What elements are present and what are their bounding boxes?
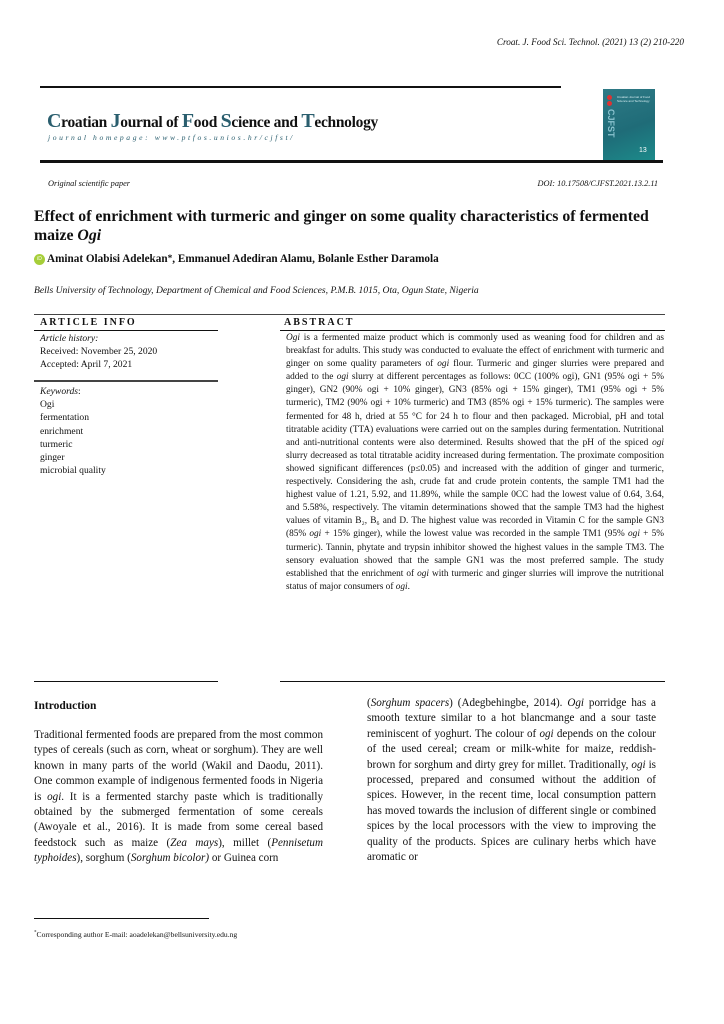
footnote-text: Corresponding author E-mail: aoadelekan@bellsuniversity.edu.ng (36, 930, 238, 939)
article-title: Effect of enrichment with turmeric and ginger on some quality characteristics of fermented maize Ogi (34, 208, 649, 244)
journal-cover-image (603, 89, 655, 160)
article-info-heading: ARTICLE INFO (40, 317, 137, 328)
italic-text-segment: ogi (336, 372, 349, 383)
italic-text-segment: Sorghum spacers (370, 697, 450, 709)
abstract-rule (280, 681, 665, 682)
journal-title-part: Science and (220, 110, 302, 132)
italic-text-segment: ogi (652, 437, 664, 448)
journal-title-part: Croatian (47, 110, 111, 132)
text-segment: slurry at different percentages as follows: 0CC (100% ogi), GN1 (95% ogi + 5% ginger), GN2 (90% ogi + 10% ginger), GN3 (85% ogi + 15% ginger), TM1 (95% ogi + 5% turmeric), TM2 (90% ogi + 10% turmeric) and TM3 (85% ogi + 15% turmeric). The samples were fermented for 48 h, dried at 55 °C for 24 h to flour and then packaged. Microbial, pH and total titratable acidity (TTA) evaluations were carried out on the samples during fermentation. Nutritional and anti-nutritional contents were also determined. Results showed that the pH of the spiced (286, 372, 665, 448)
italic-text-segment: ogi (47, 790, 62, 803)
abstract-text (286, 332, 664, 594)
footnote (34, 930, 237, 939)
footnote-rule (34, 918, 209, 919)
cover-dot-icon (607, 95, 612, 100)
article-history-label: Article history: (40, 333, 99, 344)
corresponding-mark: * (167, 254, 173, 264)
text-segment: is processed, prepared and consumed without the addition of spices. However, in the recent time, local consumption pattern has moved towards the inclusion of different single or combined spices by the local processors with the view to improving the quality of the products. Spices are culinary herbs which have aromatic or (367, 758, 656, 864)
italic-text-segment: ogi (628, 529, 640, 540)
italic-text-segment: ogi (437, 359, 450, 370)
text-segment: Traditional fermented foods are prepared from the most common types of cereals (such as corn, wheat or sorghum). They are well known in many parts of the world (Wakil and Daodu, 2011). One common example of indigenous fermented foods in Nigeria is (34, 729, 323, 803)
running-head-citation: Croat. J. Food Sci. Technol. (2021) 13 (2) 210-220 (496, 37, 684, 47)
affiliation: Bells University of Technology, Department of Chemical and Food Sciences, P.M.B. 1015, Ota, Ogun State, Nigeria (34, 285, 479, 296)
cover-title: Croatian Journal of Food Science and Technology (617, 95, 651, 103)
orcid-icon[interactable]: iD (34, 254, 45, 265)
section-rule (34, 314, 665, 315)
text-segment: . (407, 581, 410, 592)
keyword-item: turmeric (40, 438, 73, 450)
keywords-colon: : (78, 386, 81, 397)
text-segment: ), sorghum ( (76, 852, 131, 865)
text-segment: flour. Turmeric and ginger slurries were prepared and added to the (286, 359, 664, 383)
header-rule-bottom (40, 160, 663, 163)
journal-title-part: Technology (301, 110, 378, 132)
italic-text-segment: Sorghum bicolor) (130, 852, 210, 865)
introduction-heading: Introduction (34, 700, 97, 712)
footnote-mark: * (34, 930, 37, 936)
author-name: Aminat Olabisi Adelekan (47, 253, 168, 265)
text-segment: ( (367, 697, 371, 709)
article-history (40, 332, 157, 372)
cover-dot-icon (607, 101, 612, 106)
keyword-item: enrichment (40, 425, 84, 437)
text-segment: ), millet ( (218, 836, 272, 849)
doi-link[interactable]: DOI: 10.17508/CJFST.2021.13.2.11 (537, 179, 658, 188)
introduction-text-left (34, 728, 323, 867)
italic-text-segment: Pennisetum typhoides (34, 836, 323, 865)
journal-title-part: Journal of (110, 110, 182, 132)
italic-text-segment: ogi (631, 758, 646, 771)
article-info-rule (34, 380, 218, 382)
cover-volume: 13 (639, 147, 647, 154)
keyword-item: fermentation (40, 412, 90, 424)
italic-text-segment: ogi (417, 568, 430, 579)
text-segment: + 15% ginger), while the lowest value was recorded in the sample TM1 (95% (321, 529, 629, 540)
article-info-rule (34, 330, 218, 331)
author-list (34, 253, 439, 265)
italic-text-segment: Ogi (567, 697, 584, 709)
keywords-label-row (40, 385, 106, 398)
text-segment: + 5% turmeric). Tannin, phytate and trypsin inhibitor showed the highest values in the sample TM3. The sensory evaluation showed that the sample GN1 was the most preferred sample. The study established that the enrichment of (286, 529, 664, 579)
received-date: Received: November 25, 2020 (40, 346, 158, 358)
text-segment: or Guinea corn (209, 852, 279, 865)
italic-text-segment: Ogi (286, 333, 300, 343)
journal-title (47, 110, 378, 133)
journal-homepage-link[interactable]: journal homepage: www.ptfos.unios.hr/cjfst/ (48, 133, 295, 142)
italic-text-segment: Zea mays (170, 836, 219, 849)
keywords-label: Keywords (40, 386, 79, 397)
text-segment: is a fermented maize product which is commonly used as weaning food for children and as breakfast for adults. This study was conducted to evaluate the effect of enrichment with turmeric and ginger on some quality parameters of (286, 333, 664, 370)
accepted-date: Accepted: April 7, 2021 (40, 359, 133, 371)
author-names-rest: , Emmanuel Adediran Alamu, Bolanle Esther Daramola (172, 253, 439, 265)
text-segment: depends on the colour of the used cereal; cream or milk-white for maize, reddish-brown for sorghum and dirty grey for millet. Traditionally, (367, 727, 656, 771)
introduction-text-right (367, 696, 656, 865)
text-segment: slurry decreased as total titratable acidity increased during fermentation. The proximate composition showed significant differences (p≤0.05) and increased with the addition of ginger and turmeric, respectively. Considering the ash, crude fat and crude protein contents, the sample TM1 had the highest value of 1.21, 5.92, and 11.89%, while the sample 0CC had the lowest value of 0.64, 3.64, and 5.58%, respectively. The vitamin determinations showed that the sample TM3 had the highest values of vitamin B₂, B₆ and D. The highest value was recorded in Vitamin C for the sample GN3 (85% (286, 450, 664, 540)
abstract-heading: ABSTRACT (284, 317, 355, 328)
keyword-item: ginger (40, 452, 65, 464)
text-segment: . It is a fermented starchy paste which is traditionally obtained by the submerged fermentation of some cereals (Awoyale et al., 2016). It is made from some cereal based feedstock such as maize ( (34, 790, 323, 849)
paper-type: Original scientific paper (48, 179, 131, 188)
text-segment: with turmeric and ginger slurries will improve the nutritional status of major consumers of (286, 568, 665, 592)
text-segment: porridge has a smooth texture similar to a hot blancmange and a sour taste reminiscent of yoghurt. The colour of (367, 697, 656, 740)
abstract-rule (280, 330, 665, 331)
article-info-rule (34, 681, 218, 682)
italic-text-segment: ogi (395, 581, 408, 592)
cover-logo: CJFST (606, 109, 616, 138)
keyword-item: Ogi (40, 399, 55, 411)
keyword-item: microbial quality (40, 465, 106, 477)
text-segment: ) (Adegbehingbe, 2014). (449, 697, 568, 709)
keywords-block (40, 385, 106, 477)
italic-text-segment: ogi (309, 529, 322, 540)
italic-text-segment: ogi (539, 727, 554, 740)
journal-title-part: Food (181, 110, 221, 132)
header-rule-top (40, 86, 561, 88)
